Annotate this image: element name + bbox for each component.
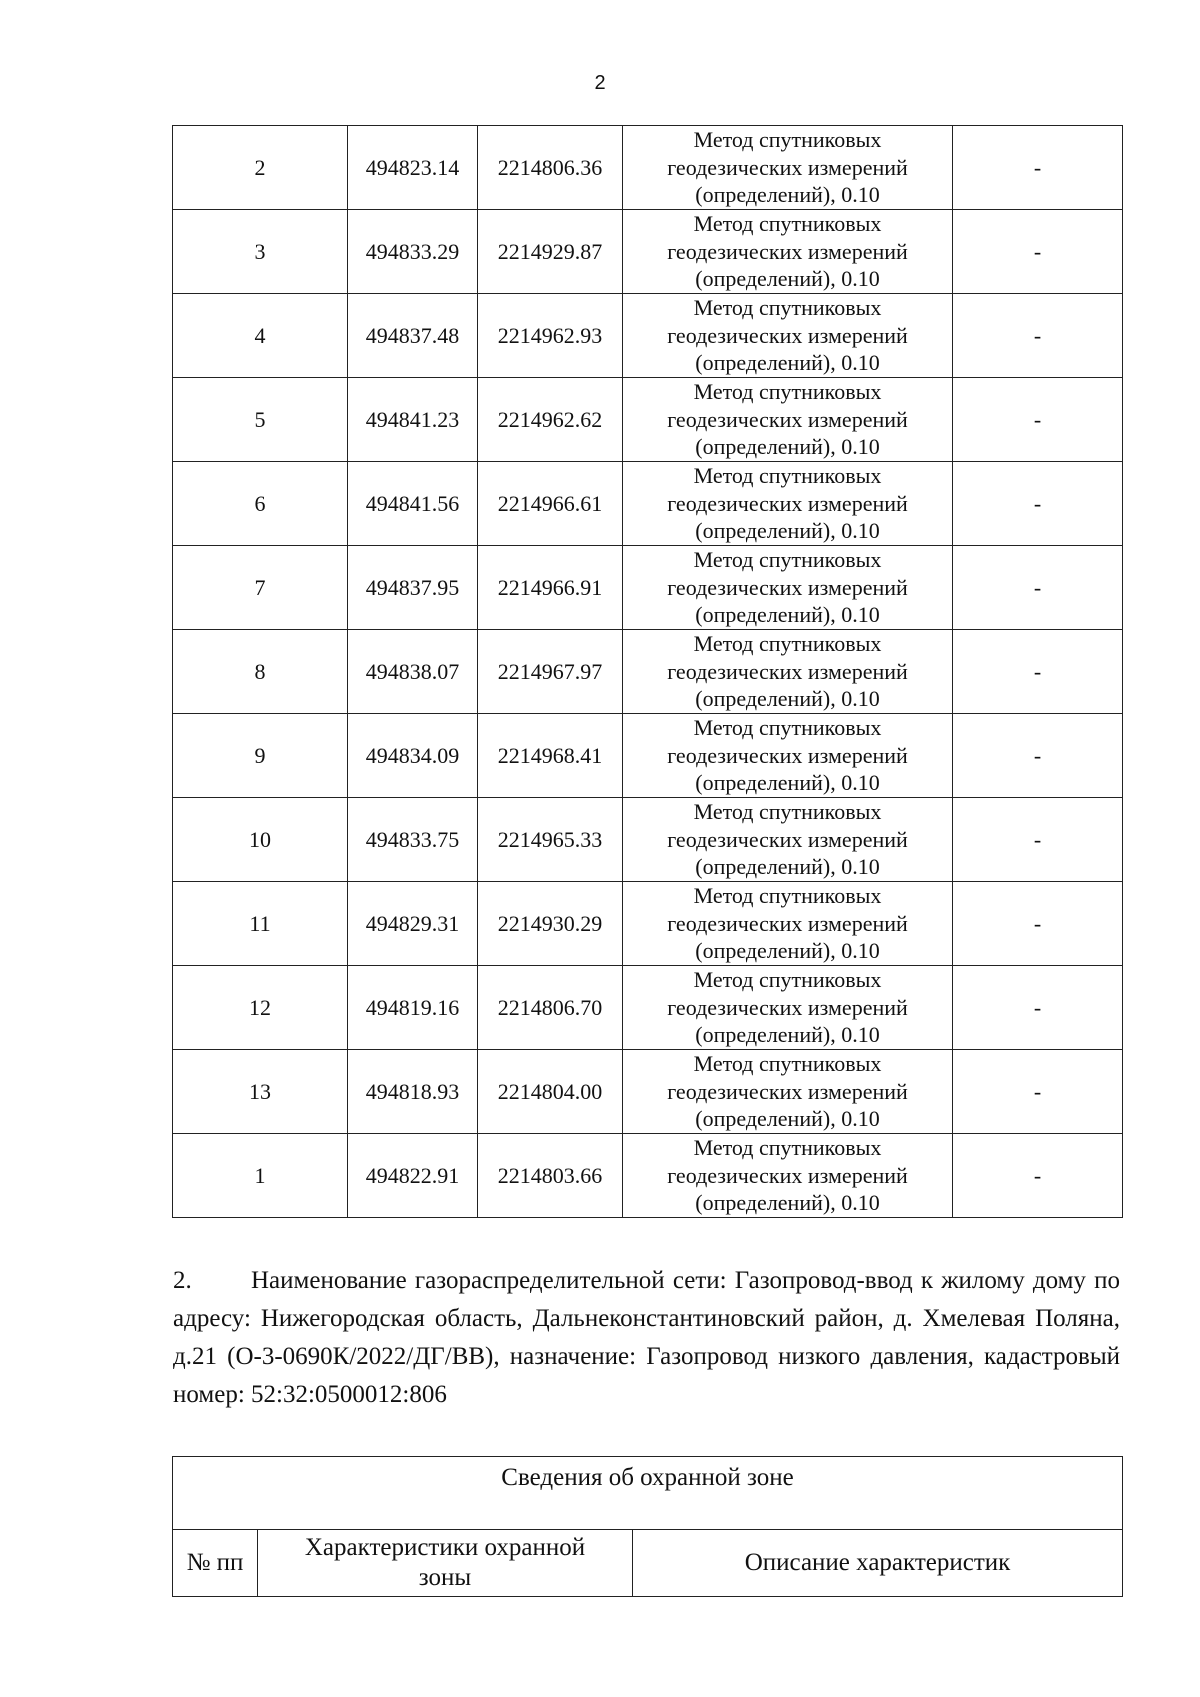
method-line: (определений), 0.10: [695, 854, 880, 880]
zone-col-characteristics: [258, 1530, 633, 1597]
coordinate-x-cell: 494833.75: [348, 798, 478, 882]
method-line: (определений), 0.10: [695, 350, 880, 376]
method-line: (определений), 0.10: [695, 182, 880, 208]
note-cell: -: [953, 966, 1123, 1050]
zone-table-title: Сведения об охранной зоне: [173, 1457, 1123, 1530]
method-cell: [623, 1134, 953, 1218]
zone-col-characteristics-line2: зоны: [418, 1564, 472, 1591]
point-number-cell: 4: [173, 294, 348, 378]
coordinate-x-cell: 494841.56: [348, 462, 478, 546]
coordinate-x-cell: 494834.09: [348, 714, 478, 798]
method-line: Метод спутниковых: [693, 295, 882, 321]
method-line: (определений), 0.10: [695, 518, 880, 544]
table-row: [173, 1050, 1123, 1134]
coordinate-y-cell: 2214967.97: [478, 630, 623, 714]
point-number-cell: 9: [173, 714, 348, 798]
point-number-cell: 3: [173, 210, 348, 294]
method-line: Метод спутниковых: [693, 127, 882, 153]
method-line: Метод спутниковых: [693, 715, 882, 741]
method-line: (определений), 0.10: [695, 602, 880, 628]
coordinate-y-cell: 2214962.62: [478, 378, 623, 462]
table-row: [173, 462, 1123, 546]
method-line: геодезических измерений: [667, 742, 908, 768]
method-cell: [623, 378, 953, 462]
coordinate-y-cell: 2214806.36: [478, 126, 623, 210]
coordinate-y-cell: 2214966.61: [478, 462, 623, 546]
table-row: [173, 1134, 1123, 1218]
coordinate-y-cell: 2214803.66: [478, 1134, 623, 1218]
section-2-paragraph: [173, 1262, 1120, 1414]
method-line: геодезических измерений: [667, 658, 908, 684]
coordinate-y-cell: 2214804.00: [478, 1050, 623, 1134]
point-number-cell: 11: [173, 882, 348, 966]
method-line: геодезических измерений: [667, 1162, 908, 1188]
method-cell: [623, 882, 953, 966]
coordinate-y-cell: 2214929.87: [478, 210, 623, 294]
method-line: геодезических измерений: [667, 406, 908, 432]
method-line: (определений), 0.10: [695, 1106, 880, 1132]
coordinate-x-cell: 494837.48: [348, 294, 478, 378]
point-number-cell: 2: [173, 126, 348, 210]
method-cell: [623, 126, 953, 210]
coordinate-x-cell: 494841.23: [348, 378, 478, 462]
method-line: Метод спутниковых: [693, 547, 882, 573]
method-cell: [623, 294, 953, 378]
point-number-cell: 8: [173, 630, 348, 714]
coordinate-x-cell: 494818.93: [348, 1050, 478, 1134]
note-cell: -: [953, 714, 1123, 798]
note-cell: -: [953, 882, 1123, 966]
method-line: геодезических измерений: [667, 238, 908, 264]
method-line: (определений), 0.10: [695, 1022, 880, 1048]
zone-col-description: Описание характеристик: [633, 1530, 1123, 1597]
table-row: [173, 714, 1123, 798]
method-line: Метод спутниковых: [693, 211, 882, 237]
method-cell: [623, 462, 953, 546]
point-number-cell: 13: [173, 1050, 348, 1134]
point-number-cell: 10: [173, 798, 348, 882]
point-number-cell: 7: [173, 546, 348, 630]
coordinate-x-cell: 494829.31: [348, 882, 478, 966]
table-row: [173, 798, 1123, 882]
note-cell: -: [953, 1134, 1123, 1218]
method-line: геодезических измерений: [667, 994, 908, 1020]
note-cell: -: [953, 294, 1123, 378]
method-cell: [623, 1050, 953, 1134]
protection-zone-table: [172, 1456, 1123, 1597]
method-line: Метод спутниковых: [693, 967, 882, 993]
coordinate-x-cell: 494833.29: [348, 210, 478, 294]
coordinates-table-body: [173, 126, 1123, 1218]
section-2-text: Наименование газораспределительной сети: Газопровод-ввод к жилому дому по адресу: Нижегородская область, Дальнеконстантиновский район, д. Хмелевая Поляна, д.21 (О-3-0690К/2022/ДГ/ВВ), назначение: Газопровод низкого давления, кадастровый номер: 52:32:0500012:806: [173, 1267, 1120, 1408]
method-line: геодезических измерений: [667, 574, 908, 600]
note-cell: -: [953, 630, 1123, 714]
section-2-number: 2.: [173, 1267, 192, 1294]
method-line: (определений), 0.10: [695, 686, 880, 712]
point-number-cell: 6: [173, 462, 348, 546]
zone-col-number: № пп: [173, 1530, 258, 1597]
method-line: геодезических измерений: [667, 322, 908, 348]
method-line: геодезических измерений: [667, 910, 908, 936]
note-cell: -: [953, 126, 1123, 210]
table-row: [173, 294, 1123, 378]
coordinate-y-cell: 2214968.41: [478, 714, 623, 798]
coordinate-y-cell: 2214965.33: [478, 798, 623, 882]
table-row: [173, 210, 1123, 294]
method-line: (определений), 0.10: [695, 770, 880, 796]
coordinate-y-cell: 2214966.91: [478, 546, 623, 630]
method-cell: [623, 966, 953, 1050]
method-cell: [623, 798, 953, 882]
method-line: Метод спутниковых: [693, 379, 882, 405]
point-number-cell: 12: [173, 966, 348, 1050]
coordinate-x-cell: 494822.91: [348, 1134, 478, 1218]
method-line: геодезических измерений: [667, 490, 908, 516]
method-cell: [623, 210, 953, 294]
coordinates-table: [172, 125, 1123, 1218]
method-line: геодезических измерений: [667, 826, 908, 852]
method-line: Метод спутниковых: [693, 1135, 882, 1161]
coordinate-x-cell: 494837.95: [348, 546, 478, 630]
method-line: геодезических измерений: [667, 154, 908, 180]
method-line: (определений), 0.10: [695, 1190, 880, 1216]
page-number: 2: [594, 72, 606, 94]
method-line: Метод спутниковых: [693, 463, 882, 489]
coordinate-x-cell: 494838.07: [348, 630, 478, 714]
method-cell: [623, 630, 953, 714]
coordinate-y-cell: 2214930.29: [478, 882, 623, 966]
zone-table-header-row: [173, 1530, 1123, 1597]
zone-col-characteristics-line1: Характеристики охранной: [304, 1534, 586, 1561]
table-row: [173, 882, 1123, 966]
method-cell: [623, 714, 953, 798]
coordinate-x-cell: 494823.14: [348, 126, 478, 210]
note-cell: -: [953, 546, 1123, 630]
table-row: [173, 126, 1123, 210]
method-line: Метод спутниковых: [693, 1051, 882, 1077]
method-line: (определений), 0.10: [695, 434, 880, 460]
table-row: [173, 966, 1123, 1050]
coordinate-y-cell: 2214806.70: [478, 966, 623, 1050]
point-number-cell: 5: [173, 378, 348, 462]
method-line: (определений), 0.10: [695, 938, 880, 964]
note-cell: -: [953, 378, 1123, 462]
table-row: [173, 630, 1123, 714]
point-number-cell: 1: [173, 1134, 348, 1218]
note-cell: -: [953, 462, 1123, 546]
zone-table-title-row: [173, 1457, 1123, 1530]
method-line: геодезических измерений: [667, 1078, 908, 1104]
method-line: (определений), 0.10: [695, 266, 880, 292]
note-cell: -: [953, 1050, 1123, 1134]
coordinate-x-cell: 494819.16: [348, 966, 478, 1050]
table-row: [173, 378, 1123, 462]
method-cell: [623, 546, 953, 630]
coordinate-y-cell: 2214962.93: [478, 294, 623, 378]
method-line: Метод спутниковых: [693, 631, 882, 657]
method-line: Метод спутниковых: [693, 799, 882, 825]
note-cell: -: [953, 210, 1123, 294]
note-cell: -: [953, 798, 1123, 882]
table-row: [173, 546, 1123, 630]
method-line: Метод спутниковых: [693, 883, 882, 909]
